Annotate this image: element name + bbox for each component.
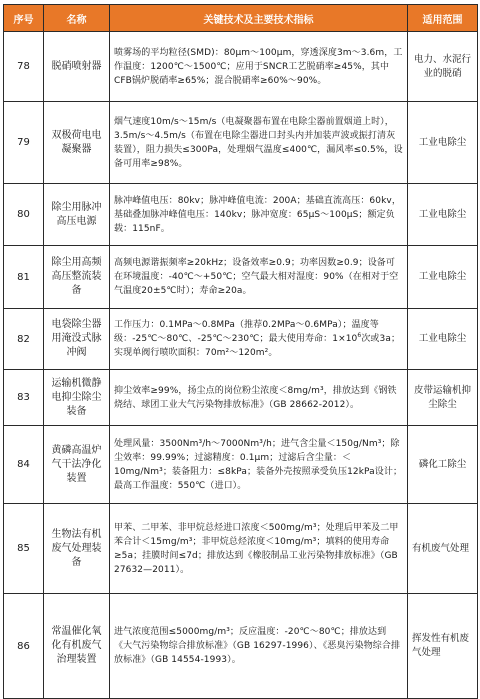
row-name: 双极荷电电凝聚器 [44,102,110,184]
row-name: 常温催化氧化有机废气治理装置 [44,594,110,699]
row-spec-part: 工作压力：0.1MPa～0.8MPa（推荐0.2MPa～0.6MPa）；温度等级：-25℃～80℃、-25℃～230℃；最大使用寿命：1×10 [114,320,379,344]
row-no: 78 [4,32,44,102]
row-no: 82 [4,309,44,370]
header-name: 名称 [44,5,110,32]
row-name: 除尘用脉冲高压电源 [44,184,110,246]
header-no: 序号 [4,5,44,32]
row-spec: 甲苯、二甲苯、非甲烷总烃进口浓度＜500mg/m³；处理后甲苯及二甲苯合计＜15mg/m³；非甲烷总烃浓度＜10mg/m³；填料的使用寿命≥5a；挂膜时间≤7d；排放达到《橡胶制品工业污染物排放标准》（GB 27632—2011）。 [110,504,408,594]
row-scope: 工业电除尘 [408,246,478,309]
table-row [4,32,478,102]
row-spec: 喷雾场的平均粒径(SMD)：80μm～100μm，穿透深度3m～3.6m，工作温度：1200℃～1500℃；应用于SNCR工艺脱硝率≥45%，其中CFB锅炉脱硝率≥65%；混合脱硝率≥60%～90%。 [110,32,408,102]
table-row [4,370,478,426]
row-spec: 抑尘效率≥99%，扬尘点的岗位粉尘浓度＜8mg/m³，排放达到《钢铁烧结、球团工业大气污染物排放标准》（GB 28662-2012）。 [110,370,408,426]
row-scope: 有机废气处理 [408,504,478,594]
row-scope: 皮带运输机抑尘除尘 [408,370,478,426]
row-scope: 工业电除尘 [408,102,478,184]
spec-table [3,4,478,699]
table-row [4,184,478,246]
row-scope: 磷化工除尘 [408,426,478,504]
table-row [4,102,478,184]
row-spec: 脉冲峰值电压：80kv；脉冲峰值电流：200A；基础直流高压：60kv，基础叠加脉冲峰值电压：140kv；脉冲宽度：65μS～100μS；额定负载：115nF。 [110,184,408,246]
row-scope: 工业电除尘 [408,184,478,246]
row-no: 81 [4,246,44,309]
row-name: 除尘用高频高压整流装备 [44,246,110,309]
header-spec: 关键技术及主要技术指标 [110,5,408,32]
row-spec: 高频电源谐振频率≥20kHz；设备效率≥0.9；功率因数≥0.9；设备可在环境温度：-40℃～+50℃；空气最大相对湿度：90%（在相对于空气温度20±5℃时）；寿命≥20a。 [110,246,408,309]
header-row [4,5,478,32]
row-spec [110,309,408,370]
row-no: 83 [4,370,44,426]
row-spec: 处理风量：3500Nm³/h～7000Nm³/h；进气含尘量＜150g/Nm³；除尘效率：99.99%；过滤精度：0.1μm；过滤后含尘量：＜10mg/Nm³；装备阻力：≤8kPa；装备外壳按照承受负压12kPa设计；最高工作温度：550℃（进口）。 [110,426,408,504]
row-spec-exponent: 6 [357,332,362,339]
table-row [4,426,478,504]
row-scope: 工业电除尘 [408,309,478,370]
row-no: 84 [4,426,44,504]
row-no: 86 [4,594,44,699]
table-row [4,504,478,594]
row-spec-part: 次或3a；实现单阀行喷吹面积：70m²～120m²。 [114,334,401,358]
header-scope: 适用范围 [408,5,478,32]
table-row [4,309,478,370]
row-name: 脱硝喷射器 [44,32,110,102]
row-spec: 进气浓度范围≤5000mg/m³；反应温度：-20℃～80℃；排放达到《大气污染物综合排放标准》（GB 16297-1996）、《恶臭污染物综合排放标准》（GB 14554-1993）。 [110,594,408,699]
row-scope: 电力、水泥行业的脱硝 [408,32,478,102]
row-no: 85 [4,504,44,594]
row-name: 运输机微静电抑尘除尘装备 [44,370,110,426]
row-no: 80 [4,184,44,246]
row-spec: 烟气速度10m/s～15m/s（电凝聚器布置在电除尘器前置烟道上时），3.5m/s～4.5m/s（布置在电除尘器进口封头内并加装声波或振打清灰装置），阻力损失≤300Pa，处理烟气温度≤400℃，漏风率≤0.5%，设备可用率≥98%。 [110,102,408,184]
row-scope: 挥发性有机废气处理 [408,594,478,699]
table-row [4,594,478,699]
row-name: 电袋除尘器用淹没式脉冲阀 [44,309,110,370]
table-row [4,246,478,309]
row-name: 生物法有机废气处理装备 [44,504,110,594]
row-no: 79 [4,102,44,184]
row-name: 黄磷高温炉气干法净化装置 [44,426,110,504]
